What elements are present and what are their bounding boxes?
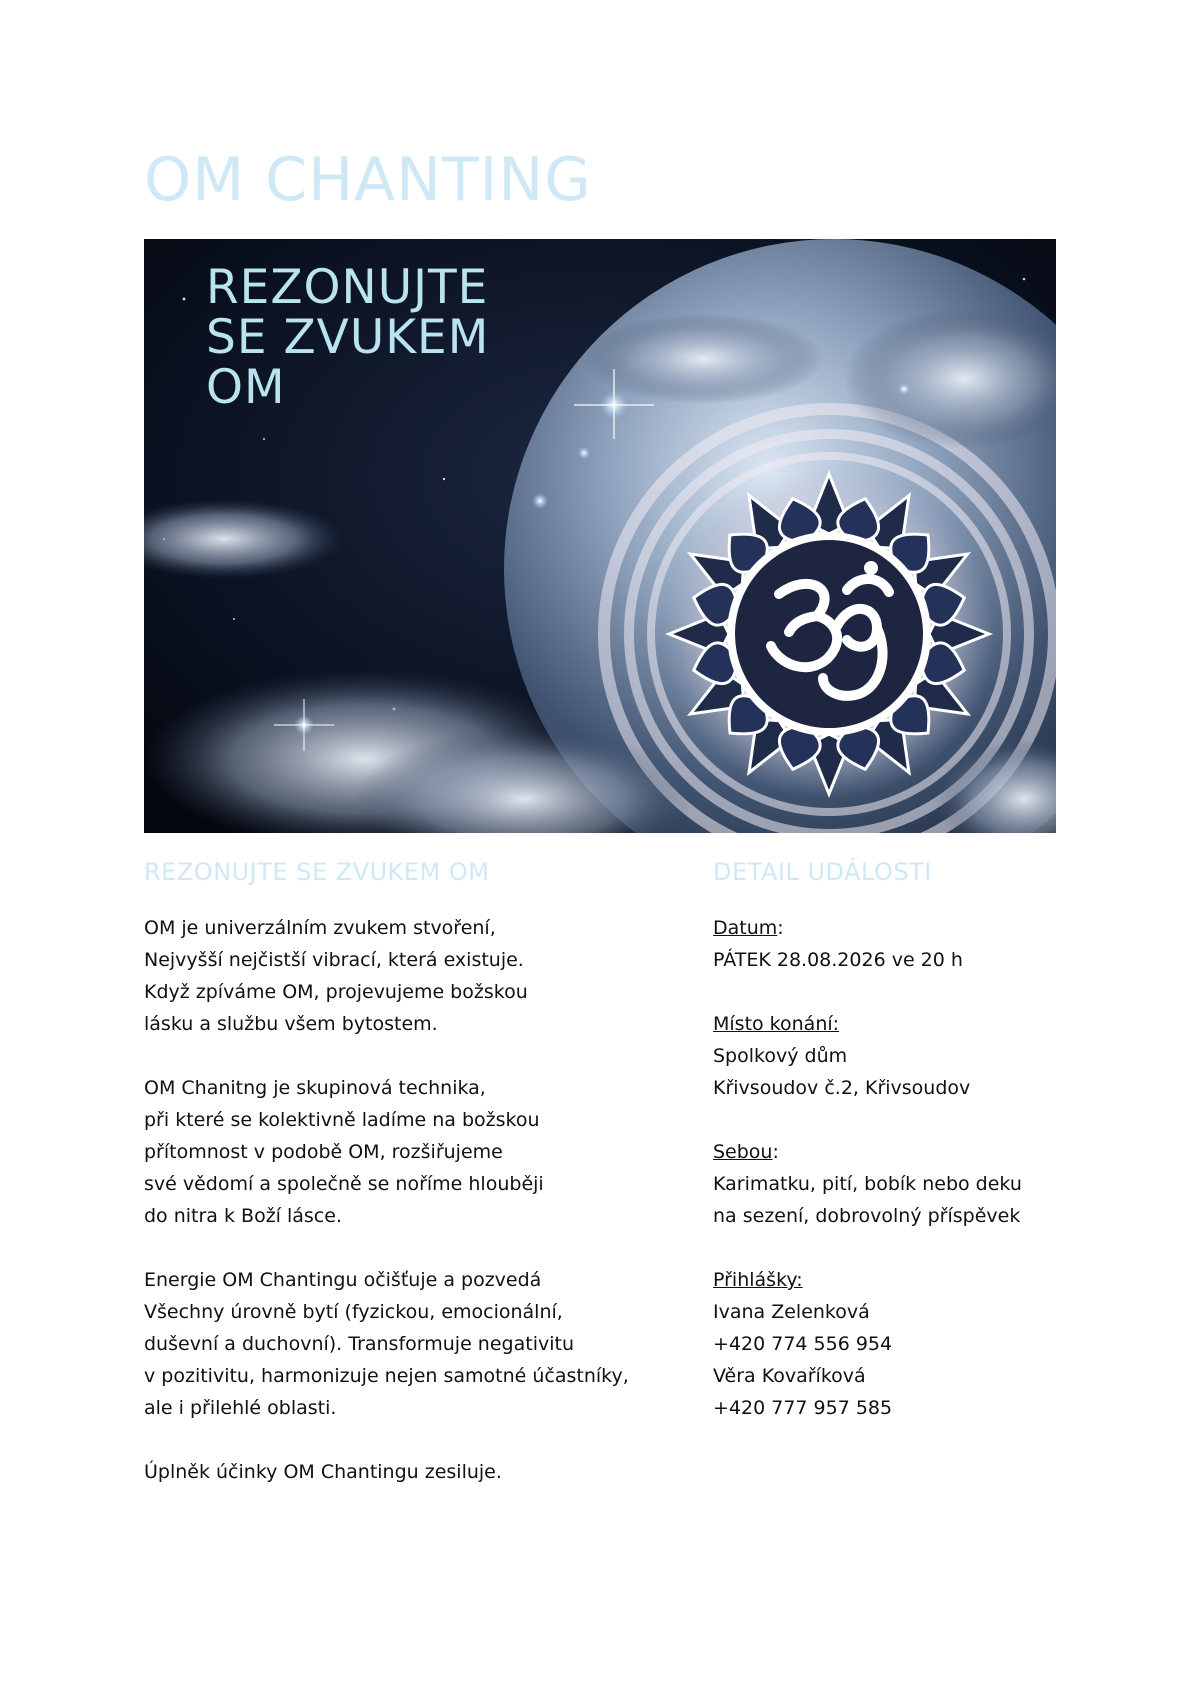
text-line: své vědomí a společně se noříme hlouběji [144,1173,544,1195]
bring-label: Sebou: [713,1141,779,1163]
description-paragraph [144,912,684,1040]
contact-phone: +420 777 957 585 [713,1397,893,1419]
page-title: OM CHANTING [144,145,592,215]
bring-line: na sezení, dobrovolný příspěvek [713,1205,1021,1227]
description-paragraph [144,1264,684,1424]
event-details [713,912,1093,1424]
contact-phone: +420 774 556 954 [713,1333,893,1355]
text-line: Všechny úrovně bytí (fyzickou, emocionální, [144,1301,563,1323]
text-line: Úplněk účinky OM Chantingu zesiluje. [144,1461,502,1483]
text-line: v pozitivitu, harmonizuje nejen samotné účastníky, [144,1365,629,1387]
text-line: duševní a duchovní). Transformuje negativitu [144,1333,574,1355]
description-paragraph [144,1456,684,1488]
venue-label: Místo konání: [713,1013,840,1035]
date-value: PÁTEK 28.08.2026 ve 20 h [713,949,963,971]
text-line: při které se kolektivně ladíme na božskou [144,1109,540,1131]
venue-line: Křivsoudov č.2, Křivsoudov [713,1077,971,1099]
hero-heading: REZONUJTE SE ZVUKEM OM [206,260,490,415]
bring-block [713,1136,1093,1232]
date-block [713,912,1093,976]
text-line: do nitra k Boží lásce. [144,1205,342,1227]
text-line: přítomnost v podobě OM, rozšiřujeme [144,1141,503,1163]
left-column-heading: REZONUJTE SE ZVUKEM OM [144,858,490,886]
venue-line: Spolkový dům [713,1045,848,1067]
event-detail-heading: DETAIL UDÁLOSTI [713,858,932,886]
contact-name: Ivana Zelenková [713,1301,870,1323]
bring-line: Karimatku, pití, bobík nebo deku [713,1173,1022,1195]
text-line: lásku a službu všem bytostem. [144,1013,438,1035]
registration-block [713,1264,1093,1424]
text-line: ale i přilehlé oblasti. [144,1397,337,1419]
text-line: Když zpíváme OM, projevujeme božskou [144,981,528,1003]
description-text [144,912,684,1488]
text-line: OM je univerzálním zvukem stvoření, [144,917,496,939]
hero-banner [144,239,1056,833]
contact-name: Věra Kovaříková [713,1365,866,1387]
text-line: Energie OM Chantingu očišťuje a pozvedá [144,1269,542,1291]
registration-label: Přihlášky: [713,1269,803,1291]
date-label: Datum: [713,917,784,939]
text-line: Nejvyšší nejčistší vibrací, která existuje. [144,949,524,971]
text-line: OM Chanitng je skupinová technika, [144,1077,486,1099]
venue-block [713,1008,1093,1104]
description-paragraph [144,1072,684,1232]
